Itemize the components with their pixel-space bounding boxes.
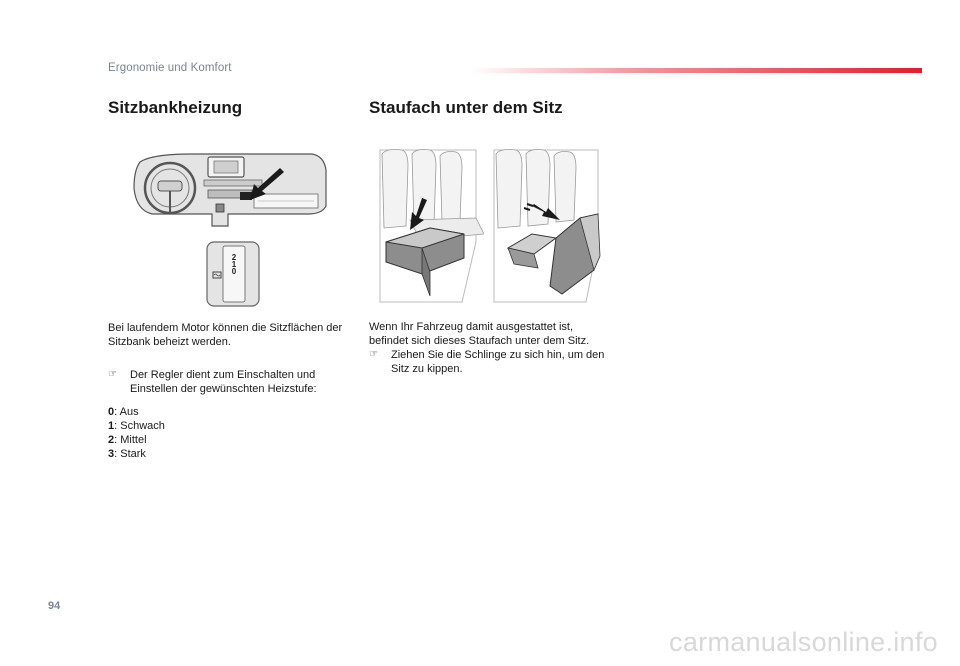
seat-heating-instruction [108, 368, 348, 396]
pointing-hand-icon: ☞ [108, 369, 117, 380]
level-key: 0 [108, 406, 115, 418]
heating-level-item [108, 419, 308, 433]
level-key: 1 [108, 420, 115, 432]
pointing-hand-icon: ☞ [369, 349, 378, 360]
level-key: 3 [108, 448, 115, 460]
svg-text:1: 1 [231, 260, 237, 269]
level-label: : Aus [114, 406, 139, 418]
level-label: : Stark [114, 448, 146, 460]
heating-levels-list [108, 405, 308, 461]
seat-heating-instruction-text: Der Regler dient zum Einschalten und Einstellen der gewünschten Heizstufe: [130, 369, 317, 395]
seat-storage-illustration [372, 146, 484, 306]
heating-level-item [108, 433, 308, 447]
storage-instruction [369, 348, 609, 376]
storage-intro: Wenn Ihr Fahrzeug damit ausgestattet ist, befindet sich dieses Staufach unter dem Sitz. [369, 321, 590, 347]
svg-text:2: 2 [231, 253, 237, 262]
page-number: 94 [48, 600, 61, 612]
heating-level-item [108, 447, 308, 461]
seat-heating-intro: Bei laufendem Motor können die Sitzflächen der Sitzbank beheizt werden. [108, 322, 343, 348]
storage-title: Staufach unter dem Sitz [369, 98, 563, 117]
heating-switch-illustration [205, 240, 261, 308]
storage-instruction-text: Ziehen Sie die Schlinge zu sich hin, um den Sitz zu kippen. [391, 349, 605, 375]
seat-heating-title: Sitzbankheizung [108, 98, 243, 117]
watermark: carmanualsonline.info [669, 627, 938, 657]
level-key: 2 [108, 434, 115, 446]
dashboard-illustration [132, 148, 328, 230]
level-label: : Schwach [114, 420, 165, 432]
header-accent-bar [470, 68, 922, 73]
level-label: : Mittel [114, 434, 147, 446]
svg-text:0: 0 [231, 267, 237, 276]
section-header: Ergonomie und Komfort [108, 62, 232, 74]
seat-tilted-illustration [486, 146, 606, 306]
heating-level-item [108, 405, 308, 419]
